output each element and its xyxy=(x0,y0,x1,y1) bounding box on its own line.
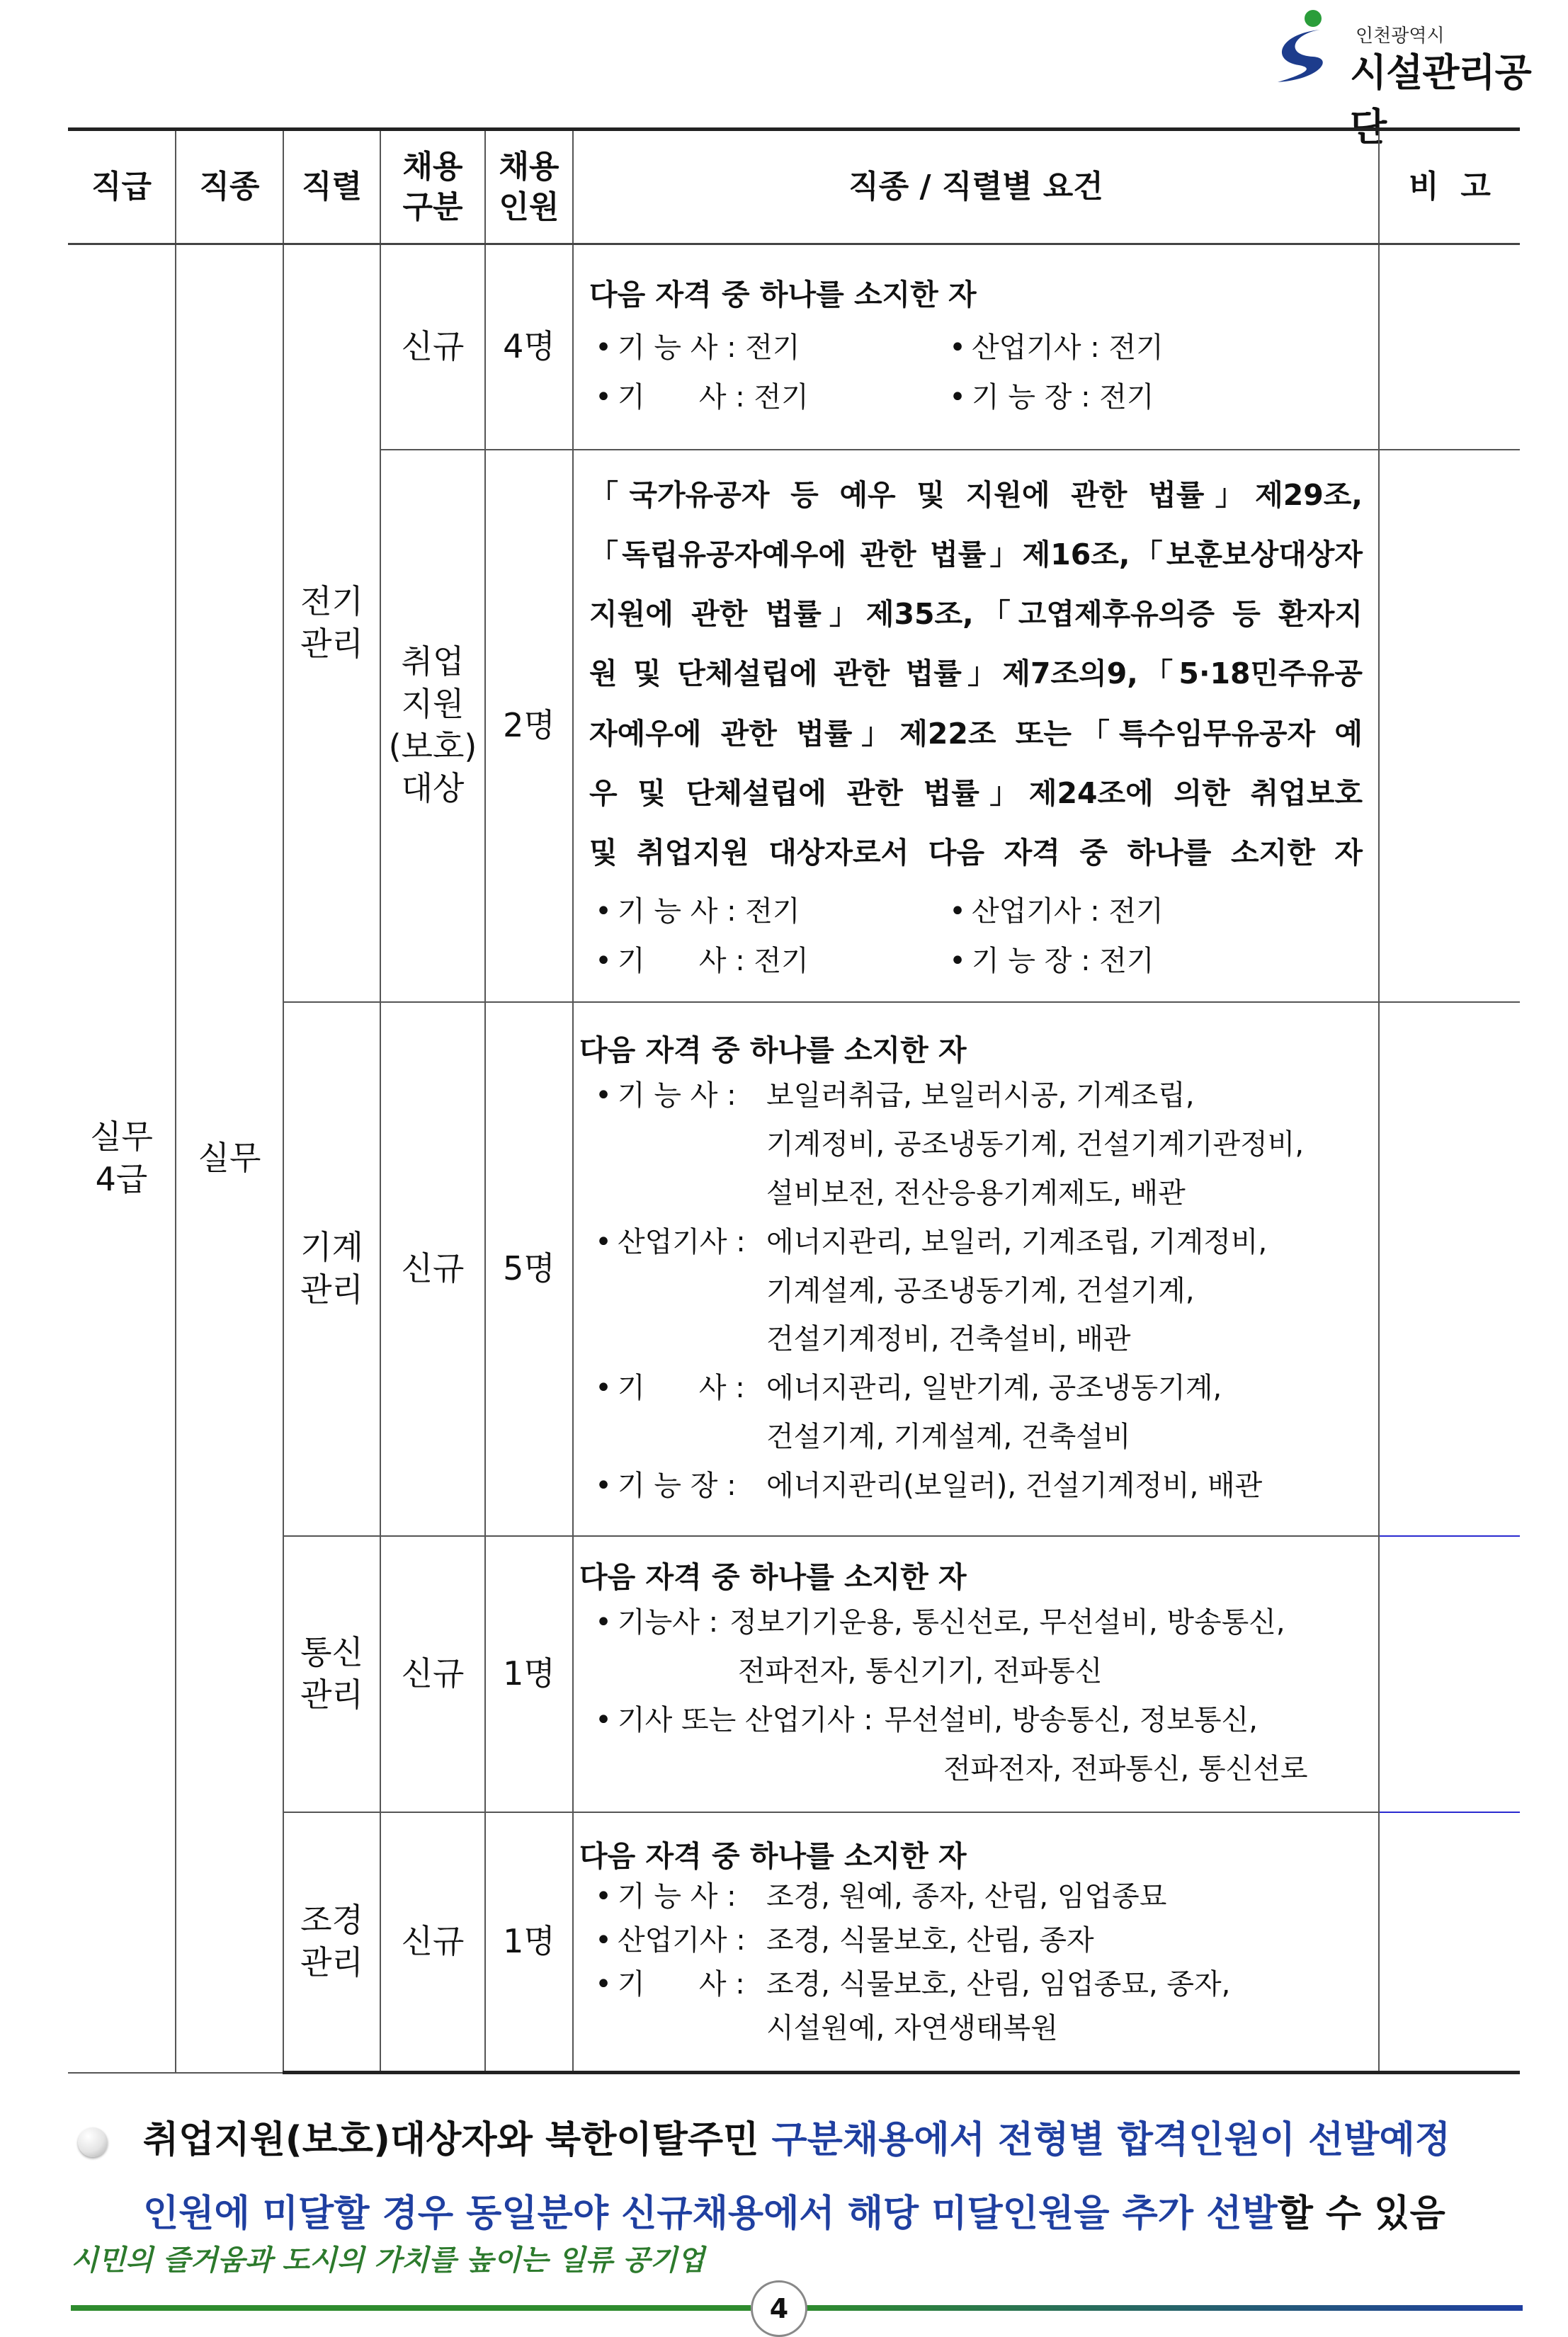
qualification-item: 조경, 식물보호, 산림, 종자 xyxy=(766,1924,1094,1957)
qualification-item: 기 능 장 : 전기 xyxy=(972,381,1154,414)
footer-line-blue xyxy=(803,2305,1523,2311)
hire-count-cell: 5명 xyxy=(485,1002,573,1536)
remarks-cell xyxy=(1379,1536,1520,1812)
qualification-item: 기 능 사 : 전기 xyxy=(618,894,800,928)
hire-count-cell: 1명 xyxy=(485,1536,573,1812)
notice-text-blue: 구분채용에서 전형별 합격인원이 선발예정 xyxy=(771,2119,1450,2161)
job-type-cell: 실무 xyxy=(176,244,283,2073)
hire-type-cell: 취업 지원 (보호) 대상 xyxy=(380,450,485,1002)
series-mechanical: 기계 관리 xyxy=(283,1002,380,1536)
qualification-label: 기 능 장 : xyxy=(618,1469,737,1502)
requirement-heading: 다음 자격 중 하나를 소지한 자 xyxy=(579,1033,967,1068)
header-hire-count: 채용 인원 xyxy=(485,130,573,244)
hire-count-cell: 1명 xyxy=(485,1812,573,2073)
requirements-table xyxy=(68,127,1520,2074)
header-remarks: 비 고 xyxy=(1379,130,1520,244)
law-line: 지원에 관한 법률」제35조,「고엽제후유의증 등 환자지 xyxy=(589,597,1363,632)
logo-org-name: 시설관리공단 xyxy=(1350,50,1531,149)
hire-type-cell: 신규 xyxy=(380,244,485,450)
qualification-item: 에너지관리(보일러), 건설기계정비, 배관 xyxy=(766,1469,1263,1502)
requirements-cell xyxy=(573,1812,1379,2073)
qualification-label: 기 사 : xyxy=(618,1372,745,1405)
table-row xyxy=(68,1812,1520,2073)
qualification-item: 전파전자, 전파통신, 통신선로 xyxy=(943,1752,1308,1785)
qualification-item: 기 사 : 전기 xyxy=(618,944,809,977)
hire-type-cell: 신규 xyxy=(380,1812,485,2073)
footer-slogan: 시민의 즐거움과 도시의 가치를 높이는 일류 공기업 xyxy=(71,2244,705,2277)
qualification-label: 기 사 : xyxy=(618,1968,745,2001)
notice-text-plain: 할 수 있음 xyxy=(1277,2193,1445,2235)
requirements-cell xyxy=(573,1536,1379,1812)
law-line: 우 및 단체설립에 관한 법률」제24조에 의한 취업보호 xyxy=(589,775,1363,810)
qualification-item: 건설기계정비, 건축설비, 배관 xyxy=(766,1323,1131,1356)
remarks-cell xyxy=(1379,1002,1520,1536)
qualification-item: 에너지관리, 보일러, 기계조립, 기계정비, xyxy=(766,1225,1268,1258)
header-grade: 직급 xyxy=(68,130,176,244)
bullet-ball-icon xyxy=(78,2127,108,2157)
page-number: 4 xyxy=(751,2280,807,2337)
law-line: 「독립유공자예우에 관한 법률」제16조,「보훈보상대상자 xyxy=(589,538,1363,572)
qualification-item: 무선설비, 방송통신, 정보통신, xyxy=(884,1704,1259,1736)
header-job-type: 직종 xyxy=(176,130,283,244)
qualification-item: 기계정비, 공조냉동기계, 건설기계기관정비, xyxy=(766,1128,1305,1161)
qualification-label: 산업기사 : xyxy=(618,1225,746,1258)
hire-type-cell: 신규 xyxy=(380,1536,485,1812)
series-electric: 전기 관리 xyxy=(283,244,380,1002)
requirements-cell xyxy=(573,244,1379,450)
table-row xyxy=(68,244,1520,450)
table-row xyxy=(68,1536,1520,1812)
logo-mark-icon xyxy=(1263,6,1348,91)
requirements-cell xyxy=(573,1002,1379,1536)
qualification-item: 건설기계, 기계설계, 건축설비 xyxy=(766,1420,1131,1453)
qualification-item: 정보기기운용, 통신선로, 무선설비, 방송통신, xyxy=(729,1606,1285,1639)
notice-paragraph xyxy=(78,2103,1494,2251)
qualification-item: 기 능 장 : 전기 xyxy=(972,944,1154,977)
notice-text-plain: 취업지원(보호)대상자와 북한이탈주민 xyxy=(143,2119,772,2161)
remarks-cell xyxy=(1379,450,1520,1002)
qualification-item: 기 능 사 : 전기 xyxy=(618,331,800,365)
law-line: 「국가유공자 등 예우 및 지원에 관한 법률」제29조, xyxy=(589,478,1363,513)
qualification-item: 전파전자, 통신기기, 전파통신 xyxy=(738,1655,1103,1688)
remarks-cell xyxy=(1379,1812,1520,2073)
law-line: 자예우에 관한 법률」제22조 또는「특수임무유공자 예 xyxy=(589,716,1363,751)
series-telecom: 통신 관리 xyxy=(283,1536,380,1812)
header-series: 직렬 xyxy=(283,130,380,244)
qualification-list: • 기능사 : 정보기기운용, 통신선로, 무선설비, 방송통신, 전파전자, 통신기기, 전파통신 • 기사 또는 산업기사 : 무선설비, 방송통신, 정보통신, 전파전자, 전파통신, 통신선로 xyxy=(579,1598,1363,1793)
table-row xyxy=(68,1002,1520,1536)
notice-text-blue: 인원에 미달할 경우 동일분야 신규채용에서 해당 미달인원을 추가 선발 xyxy=(143,2193,1278,2235)
qualification-item: 설비보전, 전산응용기계제도, 배관 xyxy=(766,1177,1186,1210)
qualification-item: 산업기사 : 전기 xyxy=(972,331,1164,365)
qualification-label: 기사 또는 산업기사 : xyxy=(618,1704,873,1736)
hire-type-cell: 신규 xyxy=(380,1002,485,1536)
qualification-item: 에너지관리, 일반기계, 공조냉동기계, xyxy=(766,1372,1222,1405)
header-hire-type: 채용 구분 xyxy=(380,130,485,244)
qualification-item: 조경, 원예, 종자, 산림, 임업종묘 xyxy=(766,1880,1167,1914)
table-header-row xyxy=(68,130,1520,244)
org-logo xyxy=(1263,6,1561,149)
series-landscape: 조경 관리 xyxy=(283,1812,380,2073)
requirement-heading: 다음 자격 중 하나를 소지한 자 xyxy=(589,278,977,312)
remarks-cell xyxy=(1379,244,1520,450)
requirements-cell xyxy=(573,450,1379,1002)
grade-cell: 실무 4급 xyxy=(68,244,176,2073)
hire-count-cell: 4명 xyxy=(485,244,573,450)
qualification-label: 기 능 사 : xyxy=(618,1079,737,1113)
hire-count-cell: 2명 xyxy=(485,450,573,1002)
requirement-heading: 다음 자격 중 하나를 소지한 자 xyxy=(579,1839,967,1874)
requirement-heading: 다음 자격 중 하나를 소지한 자 xyxy=(579,1560,967,1595)
qualification-list: • 기 능 사 : 조경, 원예, 종자, 산림, 임업종묘 • 산업기사 : 조경, 식물보호, 산림, 종자 • 기 사 : 조경, 식물보호, 산림, 임업종묘, 종자, 시설원예, 자연생태복원 xyxy=(579,1875,1363,2050)
law-line: 및 취업지원 대상자로서 다음 자격 중 하나를 소지한 자 xyxy=(589,835,1363,870)
qualification-list: • 기 능 사 : 전기 • 산업기사 : 전기 • 기 사 : 전기 • 기 능 장 : 전기 xyxy=(589,887,1363,986)
qualification-item: 시설원예, 자연생태복원 xyxy=(766,2012,1058,2045)
qualification-item: 조경, 식물보호, 산림, 임업종묘, 종자, xyxy=(766,1968,1231,2001)
qualification-list: • 기 능 사 : 보일러취급, 보일러시공, 기계조립, 기계정비, 공조냉동기계, 건설기계기관정비, 설비보전, 전산응용기계제도, 배관 • 산업기사 : 에너지관리, 보일러, 기계조립, 기계정비, 기계설계, 공조냉동기계, 건설기계, 건설기계정비, 건축설비, 배관 • 기 사 : 에너지관리, 일반기계, 공조냉동기계, 건설기계, 기계설계, 건축설비 • 기 능 장 : 에너지관리(보일러), 건설기계정비, 배관 xyxy=(579,1071,1363,1510)
qualification-item: 기계설계, 공조냉동기계, 건설기계, xyxy=(766,1274,1195,1307)
law-text xyxy=(589,465,1363,882)
qualification-label: 기 능 사 : xyxy=(618,1880,737,1914)
law-line: 원 및 단체설립에 관한 법률」제7조의9,「5·18민주유공 xyxy=(589,656,1363,691)
qualification-label: 산업기사 : xyxy=(618,1924,746,1957)
qualification-label: 기능사 : xyxy=(618,1606,719,1639)
header-requirements: 직종 / 직렬별 요건 xyxy=(573,130,1379,244)
qualification-item: 산업기사 : 전기 xyxy=(972,894,1164,928)
qualification-item: 기 사 : 전기 xyxy=(618,381,809,414)
footer-line-green xyxy=(71,2305,751,2311)
qualification-item: 보일러취급, 보일러시공, 기계조립, xyxy=(766,1079,1195,1113)
qualification-list: • 기 능 사 : 전기 • 산업기사 : 전기 • 기 사 : 전기 • 기 능 장 : 전기 xyxy=(589,323,1363,422)
logo-city: 인천광역시 xyxy=(1356,25,1445,47)
